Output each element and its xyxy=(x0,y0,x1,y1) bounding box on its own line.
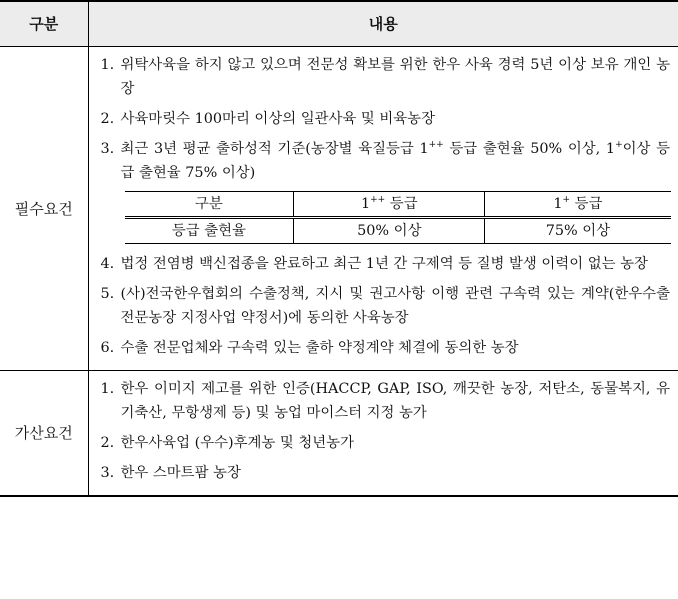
item-number: 3. xyxy=(100,465,115,481)
grade-table-header-1p: 1+ 등급 xyxy=(485,192,671,218)
grade-superscript: ++ xyxy=(428,140,444,150)
item-text: 사육마릿수 100마리 이상의 일관사육 및 비육농장 xyxy=(120,111,435,127)
grade-table-value-1pp: 50% 이상 xyxy=(294,218,485,244)
item-text: 한우사육업 (우수)후계농 및 청년농가 xyxy=(120,435,354,451)
item-number: 2. xyxy=(100,435,115,451)
bonus-item-1 xyxy=(101,377,671,425)
item-text: (사)전국한우협회의 수출정책, 지시 및 권고사항 이행 관련 구속력 있는 계약(한우수출 전문농장 지정사업 약정서)에 동의한 사육농장 xyxy=(120,286,670,326)
bonus-content xyxy=(88,371,678,497)
item-number: 1. xyxy=(100,57,115,73)
item-number: 6. xyxy=(100,340,115,356)
bonus-item-2 xyxy=(101,431,671,455)
item-number: 2. xyxy=(100,111,115,127)
header-content: 내용 xyxy=(88,1,678,47)
required-section-row xyxy=(0,47,678,371)
item-text: 한우 이미지 제고를 위한 인증(HACCP, GAP, ISO, 깨끗한 농장, 저탄소, 동물복지, 유기축산, 무항생제 등) 및 농업 마이스터 지정 농가 xyxy=(120,381,670,421)
required-item-1 xyxy=(101,53,671,101)
required-item-5 xyxy=(101,282,671,330)
grade-table-header-row xyxy=(125,192,671,218)
required-category-label: 필수요건 xyxy=(0,47,88,371)
item-number: 3. xyxy=(100,141,115,157)
required-content xyxy=(88,47,678,371)
grade-table-row xyxy=(125,218,671,244)
item-text: 법정 전염병 백신접종을 완료하고 최근 1년 간 구제역 등 질병 발생 이력이 없는 농장 xyxy=(120,256,648,272)
required-item-4 xyxy=(101,252,671,276)
bonus-section-row xyxy=(0,371,678,497)
required-item-2 xyxy=(101,107,671,131)
grade-table-header-1pp: 1++ 등급 xyxy=(294,192,485,218)
item-number: 5. xyxy=(100,286,115,302)
item-text-after: 이상 등급 출현율 75% 이상) xyxy=(120,141,670,181)
item-number: 1. xyxy=(100,381,115,397)
bonus-category-label: 가산요건 xyxy=(0,371,88,497)
table-header-row xyxy=(0,1,678,47)
bonus-item-3 xyxy=(101,461,671,485)
grade-table-header-category: 구분 xyxy=(125,192,294,218)
item-text: 수출 전문업체와 구속력 있는 출하 약정계약 체결에 동의한 농장 xyxy=(120,340,519,356)
grade-table-value-1p: 75% 이상 xyxy=(485,218,671,244)
item-number: 4. xyxy=(100,256,115,272)
grade-superscript: + xyxy=(615,140,623,150)
required-item-3 xyxy=(101,137,671,185)
header-category: 구분 xyxy=(0,1,88,47)
item-text: 한우 스마트팜 농장 xyxy=(120,465,241,481)
item-text: 위탁사육을 하지 않고 있으며 전문성 확보를 위한 한우 사육 경력 5년 이상 보유 개인 농장 xyxy=(120,57,670,97)
required-item-6 xyxy=(101,336,671,360)
item-text-before: 최근 3년 평균 출하성적 기준(농장별 육질등급 1 xyxy=(120,141,429,157)
grade-rate-table xyxy=(125,191,671,244)
item-text-middle: 등급 출현율 50% 이상, 1 xyxy=(443,141,616,157)
grade-table-row-label: 등급 출현율 xyxy=(125,218,294,244)
